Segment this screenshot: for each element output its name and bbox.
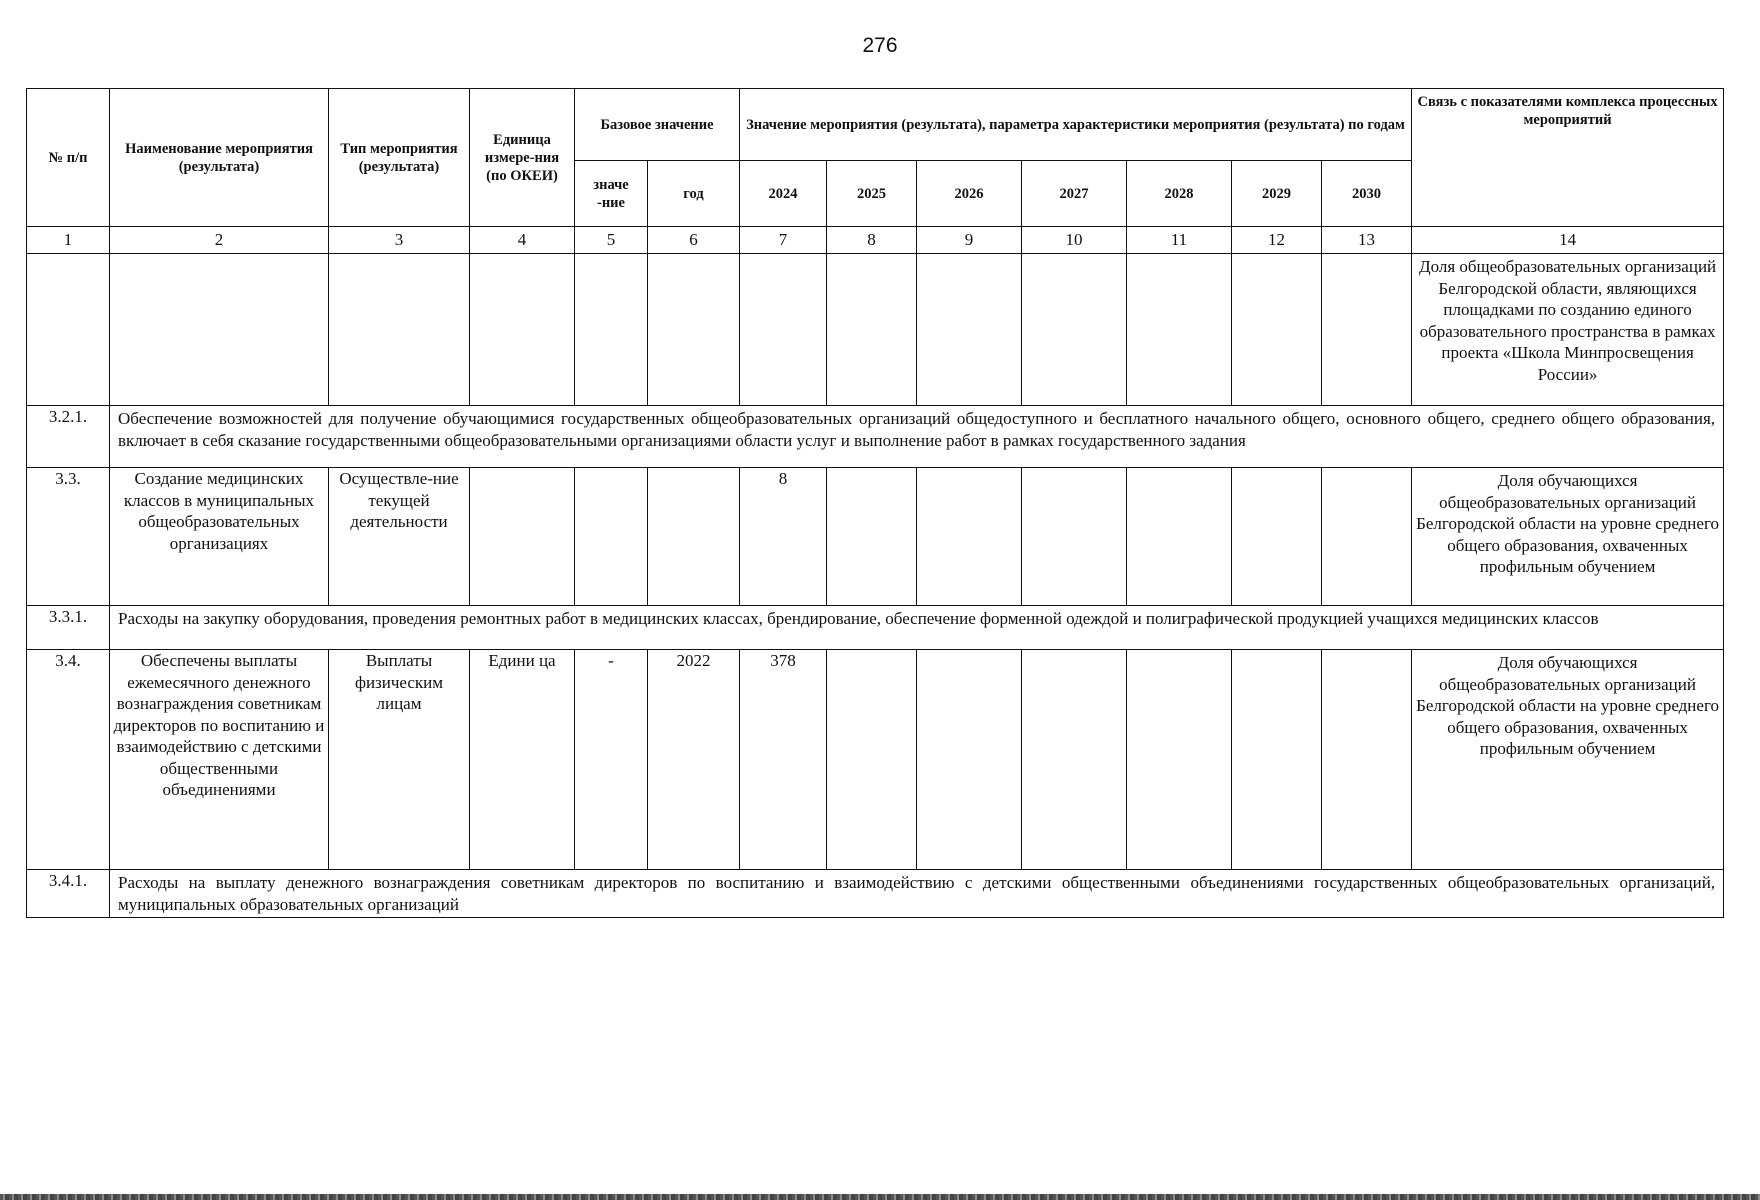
row-number: 3.2.1.	[27, 406, 110, 468]
column-number: 9	[917, 227, 1022, 254]
table-row-3-4	[27, 650, 1724, 870]
table-row-3-3-1	[27, 606, 1724, 650]
header-year-2024: 2024	[740, 161, 827, 227]
column-number: 3	[329, 227, 470, 254]
header-base: Базовое значение	[575, 89, 740, 161]
header-unit: Единица измере-ния (по ОКЕИ)	[470, 89, 575, 227]
measure-type: Осуществле-ние текущей деятельности	[329, 468, 470, 606]
column-number: 1	[27, 227, 110, 254]
column-number: 6	[648, 227, 740, 254]
scan-edge	[0, 1194, 1760, 1200]
value-2024: 8	[740, 468, 827, 606]
header-year-2029: 2029	[1232, 161, 1322, 227]
page-number: 276	[862, 34, 898, 57]
header-type: Тип мероприятия (результата)	[329, 89, 470, 227]
column-number: 4	[470, 227, 575, 254]
column-number: 13	[1322, 227, 1412, 254]
header-year-2026: 2026	[917, 161, 1022, 227]
column-number: 2	[110, 227, 329, 254]
measure-type: Выплаты физическим лицам	[329, 650, 470, 870]
table-row-continuation	[27, 254, 1724, 406]
expense-description: Расходы на выплату денежного вознаграждения советникам директоров по воспитанию и взаимодействию с детскими общественными объединениями государственных общеобразовательных организаций, муниципальных образовательных организаций	[110, 870, 1724, 918]
header-num: № п/п	[27, 89, 110, 227]
header-name: Наименование мероприятия (результата)	[110, 89, 329, 227]
measures-table	[26, 88, 1724, 918]
header-year-2030: 2030	[1322, 161, 1412, 227]
link-indicator-cell: Доля обучающихся общеобразовательных организаций Белгородской области на уровне среднего общего образования, охваченных профильным обучением	[1412, 650, 1724, 870]
column-number: 8	[827, 227, 917, 254]
link-indicator-cell: Доля обучающихся общеобразовательных организаций Белгородской области на уровне среднего общего образования, охваченных профильным обучением	[1412, 468, 1724, 606]
header-year-2028: 2028	[1127, 161, 1232, 227]
column-number: 11	[1127, 227, 1232, 254]
value-2024: 378	[740, 650, 827, 870]
column-number: 5	[575, 227, 648, 254]
link-indicator-cell: Доля общеобразовательных организаций Белгородской области, являющихся площадками по созданию единого образовательного пространства в рамках проекта «Школа Минпросвещения России»	[1412, 254, 1724, 406]
column-number-row	[27, 227, 1724, 254]
header-row-1	[27, 89, 1724, 161]
base-value: -	[575, 650, 648, 870]
row-number: 3.3.1.	[27, 606, 110, 650]
unit-of-measure: Едини ца	[470, 650, 575, 870]
base-year: 2022	[648, 650, 740, 870]
column-number: 14	[1412, 227, 1724, 254]
expense-description: Расходы на закупку оборудования, проведения ремонтных работ в медицинских классах, брендирование, обеспечение форменной одеждой и полиграфической продукцией учащихся медицинских классов	[110, 606, 1724, 650]
table-row-3-2-1	[27, 406, 1724, 468]
header-link: Связь с показателями комплекса процессных мероприятий	[1412, 89, 1724, 227]
header-base-value: значе -ние	[575, 161, 648, 227]
column-number: 10	[1022, 227, 1127, 254]
row-number: 3.4.1.	[27, 870, 110, 918]
column-number: 12	[1232, 227, 1322, 254]
table-row-3-4-1	[27, 870, 1724, 918]
table-row-3-3	[27, 468, 1724, 606]
header-values-by-year: Значение мероприятия (результата), параметра характеристики мероприятия (результата) по годам	[740, 89, 1412, 161]
measure-name: Обеспечены выплаты ежемесячного денежного вознаграждения советникам директоров по воспитанию и взаимодействию с детскими общественными объединениями	[110, 650, 329, 870]
header-base-year: год	[648, 161, 740, 227]
row-number: 3.4.	[27, 650, 110, 870]
measure-name: Создание медицинских классов в муниципальных общеобразовательных организациях	[110, 468, 329, 606]
row-number: 3.3.	[27, 468, 110, 606]
header-year-2025: 2025	[827, 161, 917, 227]
expense-description: Обеспечение возможностей для получение обучающимися государственных общеобразовательных организаций общедоступного и бесплатного начального общего, основного общего, среднего общего образования, включает в себя сказание государственными общеобразовательными организациями области услуг и выполнение работ в рамках государственного задания	[110, 406, 1724, 468]
header-year-2027: 2027	[1022, 161, 1127, 227]
column-number: 7	[740, 227, 827, 254]
